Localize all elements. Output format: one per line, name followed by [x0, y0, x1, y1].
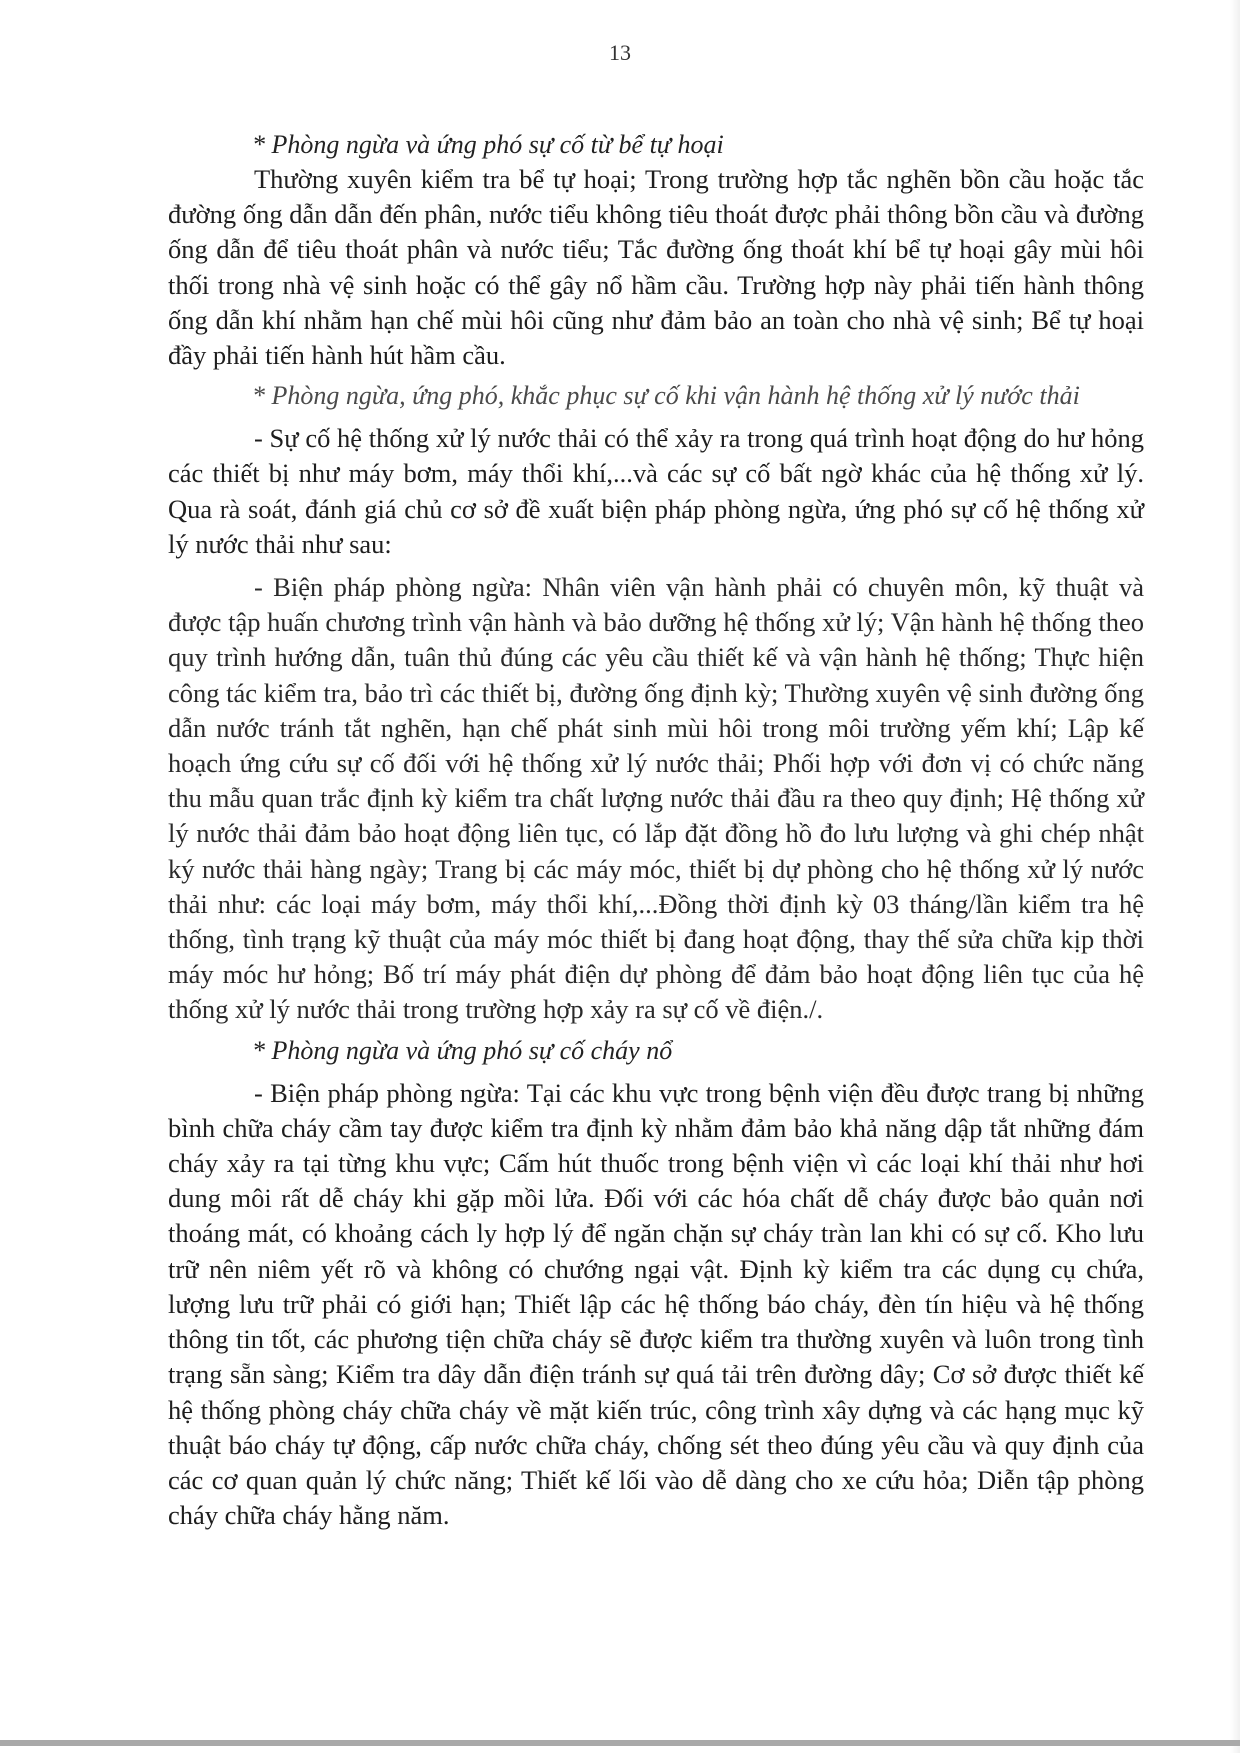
paragraph-wastewater-prevention: - Biện pháp phòng ngừa: Nhân viên vận hành phải có chuyên môn, kỹ thuật và được tập huấn chương trình vận hành và bảo dưỡng hệ thống xử lý; Vận hành hệ thống theo quy trình hướng dẫn, tuân thủ đúng các yêu cầu thiết kế và vận hành hệ thống; Thực hiện công tác kiểm tra, bảo trì các thiết bị, đường ống định kỳ; Thường xuyên vệ sinh đường ống dẫn nước tránh tắt nghẽn, hạn chế phát sinh mùi hôi trong môi trường yếm khí; Lập kế hoạch ứng cứu sự cố đối với hệ thống xử lý nước thải; Phối hợp với đơn vị có chức năng thu mẫu quan trắc định kỳ kiểm tra chất lượng nước thải đầu ra theo quy định; Hệ thống xử lý nước thải đảm bảo hoạt động liên tục, có lắp đặt đồng hồ đo lưu lượng và ghi chép nhật ký nước thải hàng ngày; Trang bị các máy móc, thiết bị dự phòng cho hệ thống xử lý nước thải như: các loại máy bơm, máy thổi khí,...Đồng thời định kỳ 03 tháng/lần kiểm tra hệ thống, tình trạng kỹ thuật của máy móc thiết bị đang hoạt động, thay thế sửa chữa kịp thời máy móc hư hỏng; Bố trí máy phát điện dự phòng để đảm bảo hoạt động liên tục của hệ thống xử lý nước thải trong trường hợp xảy ra sự cố về điện./.	[168, 572, 1144, 1025]
section-heading-wastewater-system: * Phòng ngừa, ứng phó, khắc phục sự cố khi vận hành hệ thống xử lý nước thải	[252, 381, 1080, 411]
section-heading-septic-tank: * Phòng ngừa và ứng phó sự cố từ bể tự hoại	[252, 130, 724, 159]
paragraph-septic-tank: Thường xuyên kiểm tra bể tự hoại; Trong trường hợp tắc nghẽn bồn cầu hoặc tắc đường ống dẫn dẫn đến phân, nước tiểu không tiêu thoát được phải thông bồn cầu và đường ống dẫn để tiêu thoát phân và nước tiểu; Tắc đường ống thoát khí bể tự hoại gây mùi hôi thối trong nhà vệ sinh hoặc có thể gây nổ hầm cầu. Trường hợp này phải tiến hành thông ống dẫn khí nhằm hạn chế mùi hôi cũng như đảm bảo an toàn cho nhà vệ sinh; Bể tự hoại đầy phải tiến hành hút hầm cầu.	[168, 164, 1144, 371]
document-body	[168, 128, 1144, 1533]
paragraph-fire-prevention: - Biện pháp phòng ngừa: Tại các khu vực trong bệnh viện đều được trang bị những bình chữa cháy cầm tay được kiểm tra định kỳ nhằm đảm bảo khả năng dập tắt những đám cháy xảy ra tại từng khu vực; Cấm hút thuốc trong bệnh viện vì các loại khí thải như hơi dung môi rất dễ cháy khi gặp mồi lửa. Đối với các hóa chất dễ cháy được bảo quản nơi thoáng mát, có khoảng cách ly hợp lý để ngăn chặn sự cháy tràn lan khi có sự cố. Kho lưu trữ nên niêm yết rõ và không có chướng ngại vật. Định kỳ kiểm tra các dụng cụ chứa, lượng lưu trữ phải có giới hạn; Thiết lập các hệ thống báo cháy, đèn tín hiệu và hệ thống thông tin tốt, các phương tiện chữa cháy sẽ được kiểm tra thường xuyên và luôn trong tình trạng sẵn sàng; Kiểm tra dây dẫn điện tránh sự quá tải trên đường dây; Cơ sở được thiết kế hệ thống phòng cháy chữa cháy về mặt kiến trúc, công trình xây dựng và các hạng mục kỹ thuật báo cháy tự động, cấp nước chữa cháy, chống sét theo đúng yêu cầu và quy định của các cơ quan quản lý chức năng; Thiết kế lối vào dễ dàng cho xe cứu hỏa; Diễn tập phòng cháy chữa cháy hằng năm.	[168, 1077, 1144, 1531]
page-number: 13	[609, 40, 631, 65]
scan-edge-shadow	[1230, 0, 1240, 1753]
scan-bottom-border	[0, 1740, 1240, 1746]
section-heading-fire-explosion: * Phòng ngừa và ứng phó sự cố cháy nổ	[252, 1035, 673, 1065]
paragraph-wastewater-incident: - Sự cố hệ thống xử lý nước thải có thể xảy ra trong quá trình hoạt động do hư hỏng các thiết bị như máy bơm, máy thổi khí,...và các sự cố bất ngờ khác của hệ thống xử lý. Qua rà soát, đánh giá chủ cơ sở đề xuất biện pháp phòng ngừa, ứng phó sự cố hệ thống xử lý nước thải như sau:	[168, 423, 1144, 559]
